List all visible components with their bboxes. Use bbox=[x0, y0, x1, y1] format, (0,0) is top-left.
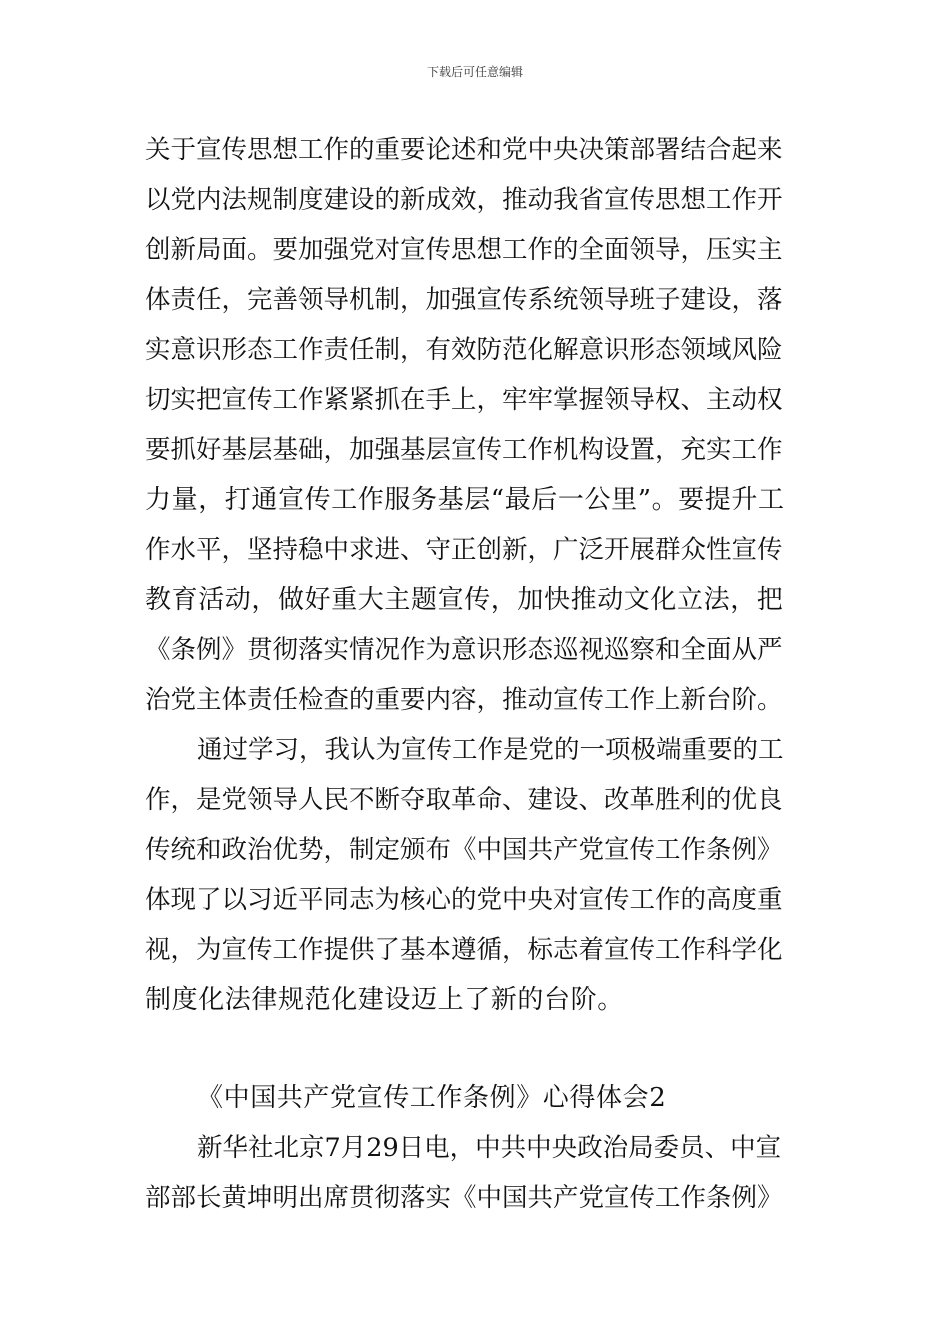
text-line: 实意识形态工作责任制，有效防范化解意识形态领域风险 bbox=[145, 335, 783, 365]
text-line: 切实把宣传工作紧紧抓在手上，牢牢掌握领导权、主动权 bbox=[145, 385, 783, 415]
text-line: 《条例》贯彻落实情况作为意识形态巡视巡察和全面从严 bbox=[145, 635, 783, 665]
text-line: 视，为宣传工作提供了基本遵循，标志着宣传工作科学化 bbox=[145, 935, 783, 965]
text-line: 要抓好基层基础，加强基层宣传工作机构设置，充实工作 bbox=[145, 435, 783, 465]
text-line: 制度化法律规范化建设迈上了新的台阶。 bbox=[145, 985, 624, 1015]
text-line: 体责任，完善领导机制，加强宣传系统领导班子建设，落 bbox=[145, 285, 783, 315]
text-line: 部部长黄坤明出席贯彻落实《中国共产党宣传工作条例》 bbox=[145, 1183, 783, 1213]
text-line: 新华社北京7月29日电，中共中央政治局委员、中宣 bbox=[197, 1133, 782, 1163]
section-title: 《中国共产党宣传工作条例》心得体会2 bbox=[197, 1083, 667, 1113]
text-line: 通过学习，我认为宣传工作是党的一项极端重要的工 bbox=[197, 735, 784, 765]
text-line: 力量，打通宣传工作服务基层“最后一公里”。要提升工 bbox=[145, 485, 785, 515]
text-line: 关于宣传思想工作的重要论述和党中央决策部署结合起来 bbox=[145, 135, 783, 165]
text-line: 以党内法规制度建设的新成效，推动我省宣传思想工作开 bbox=[145, 185, 783, 215]
text-line: 创新局面。要加强党对宣传思想工作的全面领导，压实主 bbox=[145, 235, 783, 265]
page-header: 下载后可任意编辑 bbox=[426, 65, 523, 79]
text-line: 治党主体责任检查的重要内容，推动宣传工作上新台阶。 bbox=[145, 685, 783, 715]
text-line: 体现了以习近平同志为核心的党中央对宣传工作的高度重 bbox=[145, 885, 783, 915]
text-line: 作水平，坚持稳中求进、守正创新，广泛开展群众性宣传 bbox=[145, 535, 783, 565]
text-line: 传统和政治优势，制定颁布《中国共产党宣传工作条例》 bbox=[145, 835, 783, 865]
text-line: 教育活动，做好重大主题宣传，加快推动文化立法，把 bbox=[145, 585, 784, 615]
text-line: 作，是党领导人民不断夺取革命、建设、改革胜利的优良 bbox=[145, 785, 783, 815]
